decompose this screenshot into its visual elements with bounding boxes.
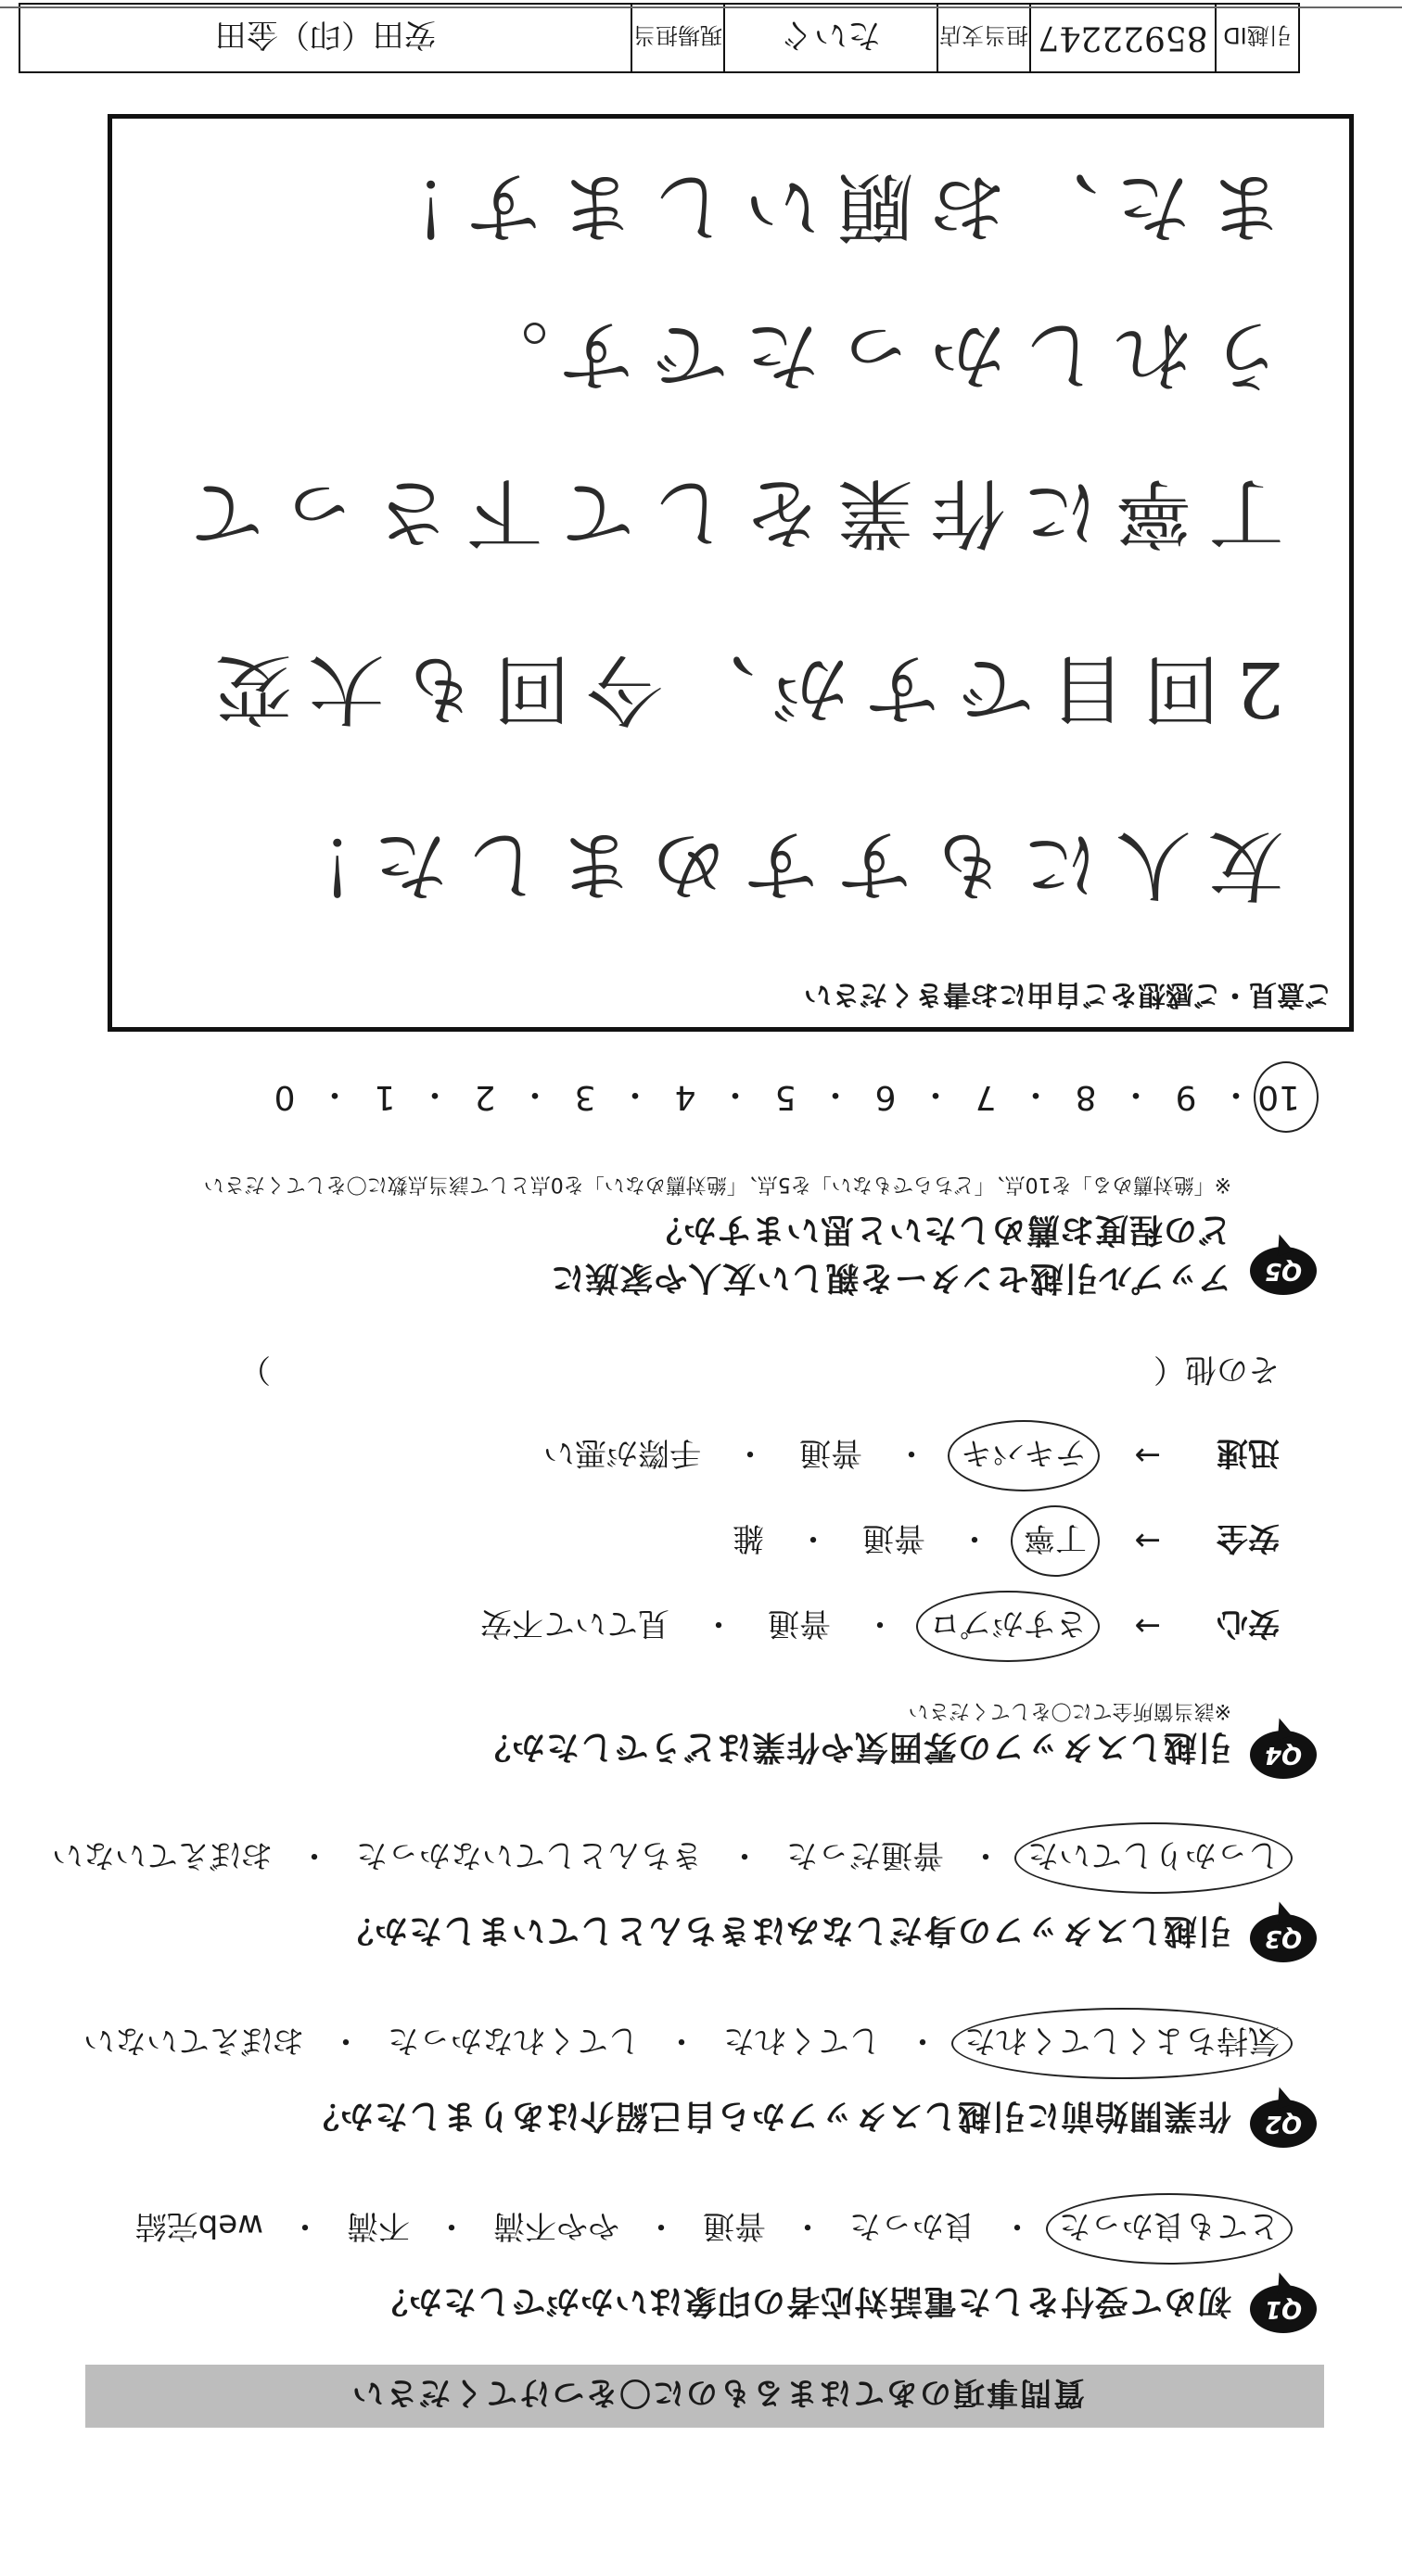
q4-option-efficient[interactable]: テキパキ bbox=[961, 1433, 1087, 1478]
q5-note: ※「絶対薦める」を10点、「どちらでもない」を5点、「絶対薦めない」を0点として該当点数に〇をしてください bbox=[203, 1173, 1231, 1196]
comment-line-3: 丁寧に作業をして下さって bbox=[171, 468, 1284, 556]
q4-row-jinsoku: 迅速 → テキパキ ・ 普通 ・ 手際が悪い bbox=[543, 1433, 1280, 1478]
q5-score-4[interactable]: 4 bbox=[674, 1078, 696, 1116]
q4-row-label: 安全 bbox=[1217, 1519, 1280, 1556]
q1-option-dissatisfied[interactable]: 不満 bbox=[347, 2207, 410, 2244]
q3-option-neat[interactable]: しっかりしていた bbox=[1027, 1835, 1280, 1881]
q5-score-0[interactable]: 0 bbox=[274, 1078, 296, 1116]
comment-line-2: 2回目ですが、今回も大変 bbox=[198, 644, 1284, 732]
q2-badge: Q2 bbox=[1250, 2092, 1317, 2148]
instruction-text: 質問事項のあてはまるものに〇をつけてください bbox=[350, 2374, 1085, 2412]
q2-option-did[interactable]: してくれた bbox=[723, 2022, 881, 2059]
q5-text-line1: アップル引越センターを親しい友人や家族に bbox=[550, 1259, 1231, 1297]
comment-line-1: 友人にもすすめました！ bbox=[263, 820, 1284, 908]
q4-option-normal[interactable]: 普通 bbox=[799, 1434, 862, 1471]
id-value: 85922247 bbox=[1029, 5, 1215, 71]
q4-row-anshin: 安心 → さすがプロ ・ 普通 ・ 見ていて不安 bbox=[480, 1604, 1280, 1649]
q4-option-rough[interactable]: 雑 bbox=[733, 1519, 764, 1556]
q3-text: 引越しスタッフの身だしなみはきちんとしていましたか？ bbox=[338, 1911, 1231, 1949]
q4-other-field[interactable]: その他（ ） bbox=[239, 1351, 1280, 1388]
q1-option-very-good[interactable]: とても良かった bbox=[1059, 2206, 1280, 2252]
staff-label: 現場担当 bbox=[631, 5, 723, 71]
q2-option-did-not[interactable]: してくれなかった bbox=[388, 2022, 640, 2059]
q5-score-9[interactable]: 9 bbox=[1175, 1078, 1197, 1116]
q4-option-normal[interactable]: 普通 bbox=[768, 1605, 831, 1642]
q1-option-normal[interactable]: 普通 bbox=[703, 2207, 766, 2244]
q2-option-pleasant[interactable]: 気持ちよくしてくれた bbox=[964, 2021, 1280, 2066]
arrow-icon: → bbox=[1134, 1437, 1161, 1475]
q1-option-web[interactable]: web完結 bbox=[134, 2207, 263, 2244]
page-edge bbox=[0, 6, 1402, 8]
q5-score-6[interactable]: 6 bbox=[874, 1078, 897, 1116]
q4-option-clumsy[interactable]: 手際が悪い bbox=[543, 1434, 701, 1471]
arrow-icon: → bbox=[1134, 1522, 1161, 1560]
branch-label: 担当支店 bbox=[937, 5, 1029, 71]
q3-option-dont-remember[interactable]: おぼえていない bbox=[52, 1836, 273, 1873]
instruction-banner bbox=[85, 2365, 1324, 2428]
id-label: 引越ID bbox=[1215, 5, 1298, 71]
q1-badge: Q1 bbox=[1250, 2278, 1317, 2333]
q5-score-2[interactable]: 2 bbox=[474, 1078, 496, 1116]
q4-option-pro[interactable]: さすがプロ bbox=[929, 1604, 1087, 1649]
q1-option-good[interactable]: 良かった bbox=[849, 2207, 975, 2244]
comment-heading: ご意見・ご感想をご自由にお書きください bbox=[804, 978, 1332, 1010]
q3-option-not-neat[interactable]: きちんとしていなかった bbox=[356, 1836, 703, 1873]
branch-value: たいぐ bbox=[723, 5, 937, 71]
q5-score-scale: 10 ・ 9 ・ 8 ・ 7 ・ 6 ・ 5 ・ 4 ・ 3 ・ 2 ・ 1 ・ 0 bbox=[271, 1073, 1300, 1121]
q2-text: 作業開始前に引越しスタッフから自己紹介はありましたか？ bbox=[304, 2097, 1231, 2135]
q1-options: とても良かった ・ 良かった ・ 普通 ・ やや不満 ・ 不満 ・ web完結 bbox=[135, 2206, 1280, 2252]
comment-box[interactable] bbox=[108, 114, 1354, 1032]
q1-option-somewhat-dissatisfied[interactable]: やや不満 bbox=[493, 2207, 619, 2244]
q4-row-label: 安心 bbox=[1217, 1605, 1280, 1642]
q4-row-anzen: 安全 → 丁寧 ・ 普通 ・ 雑 bbox=[733, 1518, 1280, 1564]
q3-option-normal[interactable]: 普通だった bbox=[786, 1836, 944, 1873]
q5-score-1[interactable]: 1 bbox=[374, 1078, 396, 1116]
q4-option-uneasy[interactable]: 見ていて不安 bbox=[480, 1605, 669, 1642]
comment-line-4: うれしかったです。 bbox=[455, 311, 1284, 399]
q5-text-line2: どの程度お薦めしたいと思いますか？ bbox=[647, 1211, 1231, 1249]
arrow-icon: → bbox=[1134, 1607, 1161, 1645]
q4-note: ※該当箇所全てに〇をしてください bbox=[908, 1699, 1231, 1722]
id-table bbox=[19, 3, 1300, 73]
q5-score-5[interactable]: 5 bbox=[774, 1078, 797, 1116]
q3-options: しっかりしていた ・ 普通だった ・ きちんとしていなかった ・ おぼえていない bbox=[52, 1835, 1280, 1881]
comment-line-5: また、お願いします！ bbox=[356, 162, 1284, 250]
q5-badge: Q5 bbox=[1250, 1239, 1317, 1295]
q5-score-3[interactable]: 3 bbox=[574, 1078, 596, 1116]
q5-score-8[interactable]: 8 bbox=[1075, 1078, 1097, 1116]
q4-row-label: 迅速 bbox=[1217, 1434, 1280, 1471]
staff-signatures: 安田（印）金田 bbox=[215, 16, 436, 54]
q4-row-other bbox=[239, 1350, 1280, 1395]
q4-option-careful[interactable]: 丁寧 bbox=[1024, 1518, 1087, 1564]
q1-text: 初めて受付をした電話対応者の印象はいかがでしたか？ bbox=[373, 2282, 1231, 2320]
q2-options: 気持ちよくしてくれた ・ してくれた ・ してくれなかった ・ おぼえていない bbox=[83, 2021, 1280, 2066]
q5-score-10[interactable]: 10 bbox=[1257, 1078, 1300, 1116]
q4-badge: Q4 bbox=[1250, 1723, 1317, 1779]
q2-option-dont-remember[interactable]: おぼえていない bbox=[83, 2022, 304, 2059]
q4-text: 引越しスタッフの雰囲気や作業はどうでしたか？ bbox=[476, 1728, 1231, 1766]
q4-option-normal[interactable]: 普通 bbox=[862, 1519, 925, 1556]
q5-score-7[interactable]: 7 bbox=[975, 1078, 997, 1116]
q3-badge: Q3 bbox=[1250, 1907, 1317, 1962]
